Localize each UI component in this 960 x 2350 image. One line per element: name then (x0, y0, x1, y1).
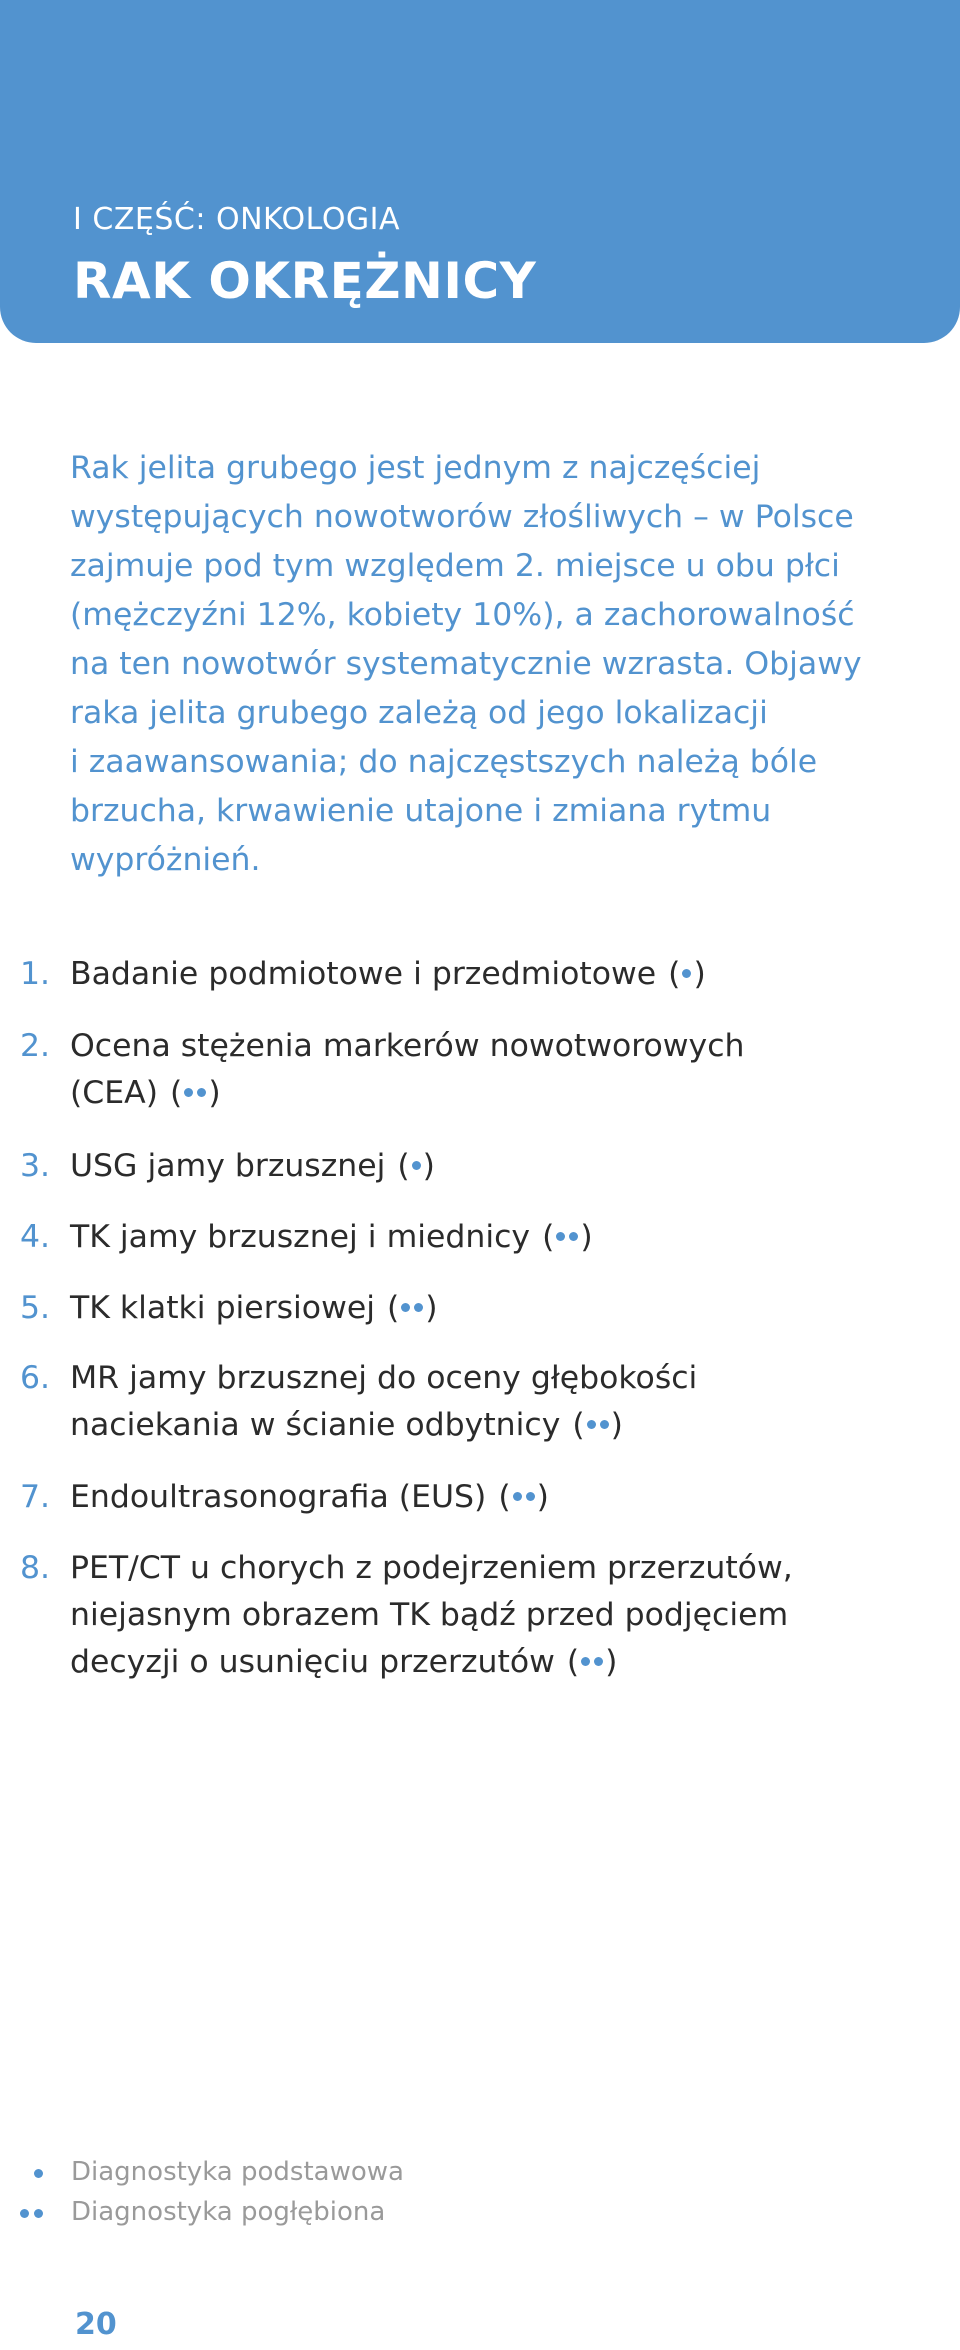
page-number: 20 (75, 2307, 117, 2342)
legend-label: Diagnostyka pogłębiona (71, 2197, 386, 2227)
dot-icon (594, 1657, 603, 1666)
section-label: I CZĘŚĆ: ONKOLOGIA (73, 202, 401, 237)
dot-icon (414, 1303, 423, 1312)
item-text: PET/CT u chorych z podejrzeniem przerzutów, (70, 1550, 793, 1586)
dot-icon (197, 1088, 206, 1097)
item-text: decyzji o usunięciu przerzutów (70, 1644, 555, 1680)
dot-icon (587, 1420, 596, 1429)
legend-item-basic (0, 2155, 500, 2189)
level-advanced-marker: ( ) (566, 1644, 618, 1680)
level-basic-marker: ( ) (397, 1148, 435, 1184)
item-text: Badanie podmiotowe i przedmiotowe (70, 956, 657, 992)
intro-line: i zaawansowania; do najczęstszych należą bóle (70, 744, 818, 780)
intro-line: występujących nowotworów złośliwych – w Polsce (70, 499, 854, 535)
dot-icon (34, 2209, 43, 2218)
legend-label: Diagnostyka podstawowa (71, 2157, 404, 2187)
intro-paragraph (70, 444, 900, 885)
item-number: 3. (20, 1148, 51, 1184)
item-number: 6. (20, 1360, 51, 1396)
legend-item-advanced (0, 2195, 500, 2229)
item-text: MR jamy brzusznej do oceny głębokości (70, 1360, 698, 1396)
item-number: 7. (20, 1479, 51, 1515)
item-number: 4. (20, 1219, 51, 1255)
dot-icon (34, 2169, 43, 2178)
item-text: TK jamy brzusznej i miednicy (70, 1219, 531, 1255)
level-basic-marker: ( ) (668, 956, 706, 992)
item-text: Ocena stężenia markerów nowotworowych (70, 1028, 745, 1064)
item-number: 2. (20, 1028, 51, 1064)
dot-icon (20, 2209, 29, 2218)
chapter-header (0, 0, 960, 343)
dot-icon (556, 1232, 565, 1241)
item-number: 8. (20, 1550, 51, 1586)
intro-line: na ten nowotwór systematycznie wzrasta. Objawy (70, 646, 862, 682)
dot-icon (513, 1492, 522, 1501)
dot-icon (569, 1232, 578, 1241)
level-advanced-marker: ( ) (170, 1075, 221, 1111)
dot-icon (682, 969, 691, 978)
item-text: niejasnym obrazem TK bądź przed podjęciem (70, 1597, 789, 1633)
item-text: USG jamy brzusznej (70, 1148, 386, 1184)
dot-icon (401, 1303, 410, 1312)
level-advanced-marker: ( ) (572, 1407, 623, 1443)
level-advanced-marker: ( ) (542, 1219, 593, 1255)
level-advanced-marker: ( ) (386, 1290, 438, 1326)
intro-line: (mężczyźni 12%, kobiety 10%), a zachorowalność (70, 597, 855, 633)
dot-icon (412, 1161, 421, 1170)
page-title: RAK OKRĘŻNICY (73, 252, 537, 310)
level-advanced-marker: ( ) (498, 1479, 549, 1515)
intro-line: Rak jelita grubego jest jednym z najczęściej (70, 450, 761, 486)
item-text: TK klatki piersiowej (70, 1290, 375, 1326)
item-text: naciekania w ścianie odbytnicy (70, 1407, 561, 1443)
dot-icon (600, 1420, 609, 1429)
dot-icon (184, 1088, 193, 1097)
item-number: 1. (20, 956, 51, 992)
intro-line: zajmuje pod tym względem 2. miejsce u obu płci (70, 548, 840, 584)
dot-icon (581, 1657, 590, 1666)
intro-line: wypróżnień. (70, 842, 261, 878)
item-text: (CEA) (70, 1075, 159, 1111)
item-text: Endoultrasonografia (EUS) (70, 1479, 487, 1515)
item-number: 5. (20, 1290, 51, 1326)
dot-icon (526, 1492, 535, 1501)
intro-line: brzucha, krwawienie utajone i zmiana rytmu (70, 793, 772, 829)
intro-line: raka jelita grubego zależą od jego lokalizacji (70, 695, 768, 731)
